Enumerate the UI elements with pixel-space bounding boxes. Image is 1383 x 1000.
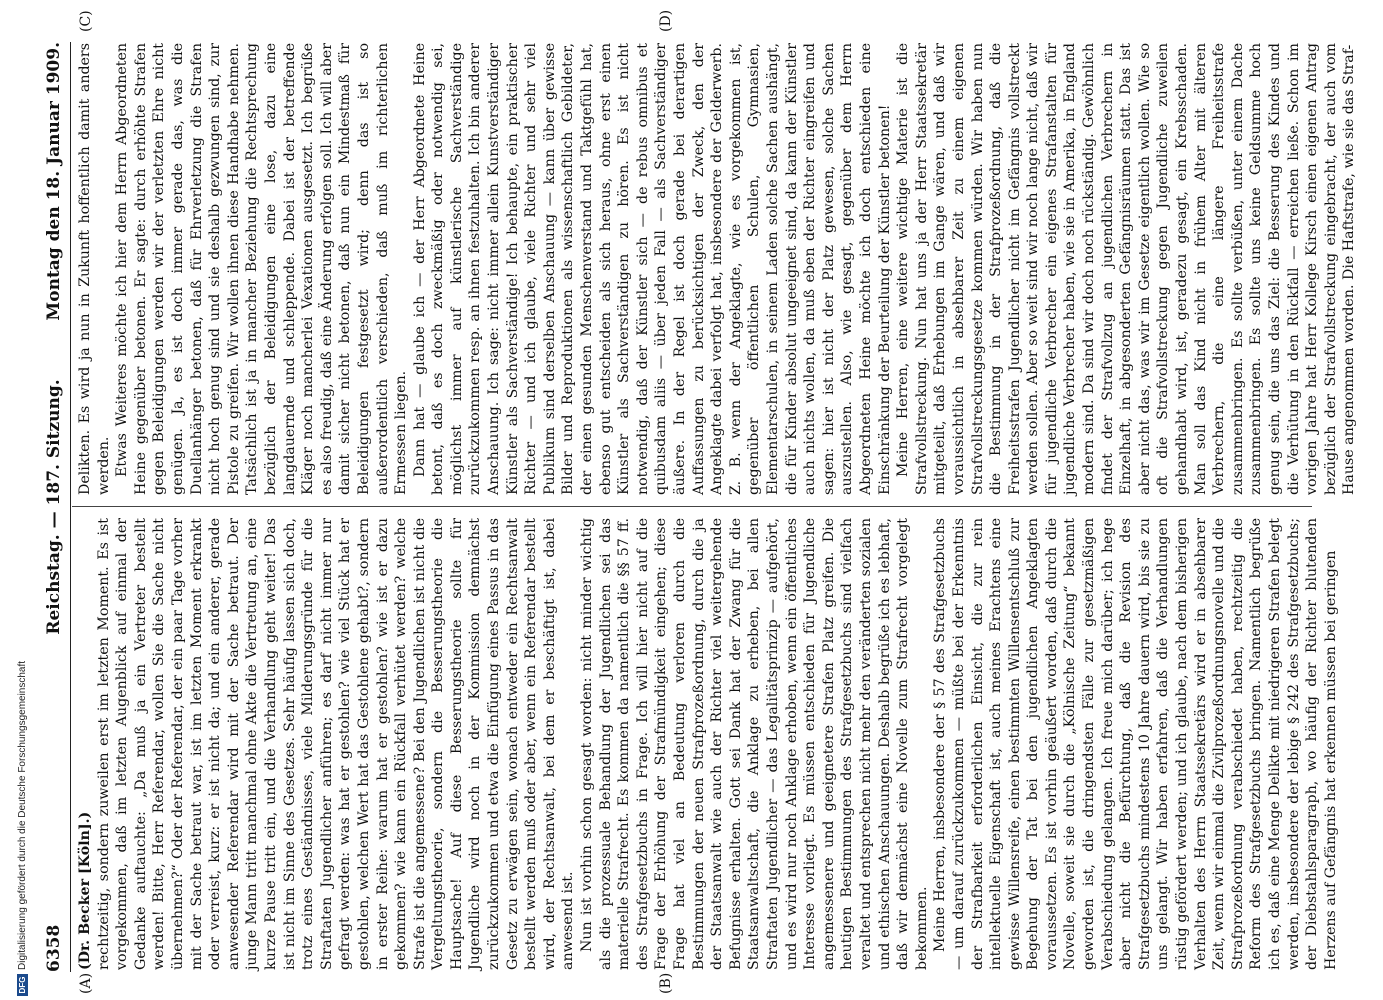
margin-marker-a: (A) [78, 972, 94, 994]
digitization-text: Digitalisierung gefördert durch die Deutsche Forschungsgemeinschaft [17, 660, 28, 970]
left-paragraph-3: Meine Herren, insbesondere der § 57 des Strafgesetzbuchs — um darauf zurückzukommen — müßte bei der Erkenntnis der Strafbarkeit erforderlichen Einsicht, die zur rein intellektuelle Eigenschaft ist, auch meines Erachtens eine gewisse Willensreife, einen bestimmten Willensentschluß zur Begehung der Tat bei den jugendlichen Angeklagten voraussetzen. Es ist vorhin geäußert worden, daß durch die Novelle, soweit sie durch die „Kölnische Zeitung“ bekannt geworden ist, die dringendsten Fälle zur gesetzmäßigen Verabschiedung gelangen. Ich freue mich darüber; ich hege aber nicht die Befürchtung, daß die Revision des Strafgesetzbuchs mindestens 10 Jahre dauern wird, bis sie zu uns gelangt. Wir haben erfahren, daß die Verhandlungen rüstig gefördert werden; und ich glaube, nach dem bisherigen Verhalten des Herrn Staatssekretärs wird er in absehbarer Zeit, wenn wir einmal die Zivilprozeßordnungsnovelle und die Strafprozeßordnung verabschiedet haben, rechtzeitig die Reform des Strafgesetzbuchs bringen. Namentlich begrüße ich es, daß eine Menge Delikte mit niedrigeren Strafen belegt werden, insbesondere der lebige § 242 des Strafgesetzbuchs; der Diebstahlsparagraph, wo häufig der Richter blutenden Herzens auf Gefängnis hat erkennen müssen bei geringen [932, 518, 1339, 970]
margin-marker-b: (B) [658, 972, 674, 994]
page-number: 6358 [44, 924, 64, 972]
left-paragraph-1: rechtzeitig, sondern zuweilen erst im letzten Moment. Es ist vorgekommen, daß im letzten Augenblick auf einmal der Gedanke auftauchte: „Da muß ja ein Vertreter bestellt werden! Bitte, Herr Referendar, wollen Sie die Sache nicht übernehmen?“ Oder der Referendar, der ein paar Tage vorher mit der Sache betraut war, ist im letzten Moment erkrankt oder verreist, kurz: er ist nicht da; und ein anderer, gerade anwesender Referendar wird mit der Sache betraut. Der junge Mann tritt manchmal ohne Akte die Vertretung an, eine kurze Pause tritt ein, und die Verhandlung geht weiter! Das ist nicht im Sinne des Gesetzes. Sehr häufig lassen sich doch, trotz eines Geständnisses, viele Milderungsgründe für die Straftaten Jugendlicher anführen; es darf nicht immer nur gefragt werden: was hat er gestohlen? wie viel Stück hat er gestohlen, welchen Wert hat das Gestohlene gehabt?, sondern in erster Reihe: warum hat er gestohlen? wie ist er dazu gekommen? wie kann ein Rückfall verhütet werden? welche Strafe ist die angemessene? Bei den Jugendlichen ist nicht die Vergeltungstheorie, sondern die Besserungstheorie die Hauptsache! Auf diese Besserungstheorie sollte für Jugendliche wird noch in der Kommission demnächst zurückzukommen und etwa die Einfügung eines Passus in das Gesetz zu erwägen sein, wonach entweder ein Rechtsanwalt bestellt werden muß oder aber, wenn ein Referendar bestellt wird, der Rechtsanwalt, bei dem er beschäftigt ist, dabei anwesend ist. [95, 518, 577, 970]
right-paragraph-2: Etwas Weiteres möchte ich hier dem Herrn Abgeordneten Heine gegenüber betonen. Er sagte: durch erhöhte Strafen gegen Beleidigungen werden wir der verletzten Ehre nicht genügen. Ja, es ist doch immer gerade das, was die Duellanhänger betonen, daß für Ehrverletzung die Strafen nicht hoch genug sind und sie deshalb gezwungen sind, zur Pistole zu greifen. Wir wollen ihnen diese Handhabe nehmen. Tatsächlich ist ja in mancher Beziehung die Rechtsprechung bezüglich der Beleidigungen eine lose, dazu eine langdauernde und schleppende. Dabei ist der betreffende Kläger noch mancherlei Vexationen ausgesetzt. Ich begrüße es also freudig, daß eine Änderung erfolgen soll. Ich will aber damit sicher nicht betonen, daß nun ein Mindestmaß für Beleidigungen festgesetzt wird; denn das ist so außerordentlich verschieden, daß muß im richterlichen Ermessen liegen. [114, 43, 410, 495]
column-divider [72, 506, 1312, 507]
header-rule [70, 42, 71, 972]
left-column [76, 518, 1339, 970]
page-header [44, 42, 68, 972]
left-paragraph-2: Nun ist vorhin schon gesagt worden: nicht minder wichtig als die prozessuale Behandlung der Jugendlichen sei das materielle Strafrecht. Es kommen da namentlich die §§ 57 ff. des Strafgesetzbuchs in Frage. Ich will hier nicht auf die Frage der Erhöhung der Strafmündigkeit eingehen; diese Frage hat viel an Bedeutung verloren durch die Bestimmungen der neuen Strafprozeßordnung, durch die ja der Staatsanwalt wie auch der Richter viel weitergehende Befugnisse erhalten. Gott sei Dank hat der Zwang für die Staatsanwaltschaft, die Anklage zu erheben, bei allen Straftaten Jugendlicher — das Legalitätsprinzip — aufgehört, und es wird nur noch Anklage erhoben, wenn ein öffentliches Interesse vorliegt. Es müssen entschieden für Jugendliche angemessenere und geeignetere Strafen Platz greifen. Die heutigen Bestimmungen des Strafgesetzbuchs sind vielfach veraltet und entsprechen nicht mehr den veränderten sozialen und ethischen Anschauungen. Deshalb begrüße ich es lebhaft, daß wir demnächst eine Novelle zum Strafrecht vorgelegt bekommen. [579, 518, 930, 970]
speaker-label: (Dr. Becker [Köln].) [77, 811, 93, 970]
margin-marker-d: (D) [658, 9, 674, 32]
session-date: Montag den 18. Januar 1909. [44, 42, 64, 321]
right-paragraph-4: Meine Herren, eine weitere wichtige Materie ist die Strafvollstreckung. Nun hat uns ja der Herr Staatssekretär mitgeteilt, daß Erhebungen im Gange wären, und daß wir voraussichtlich in absehbarer Zeit zu einem eigenen Strafvollstreckungsgesetze kommen würden. Wir haben nun die Bestimmung in der Strafprozeßordnung, daß die Freiheitsstrafen Jugendlicher nicht im Gefängnis vollstreckt werden sollen. Aber so weit sind wir noch lange nicht, daß wir für jugendliche Verbrecher ein eigenes Strafanstalten für jugendliche Verbrecher haben, wie sie in Amerika, in England modern sind. Da sind wir doch noch rückständig. Gewöhnlich findet der Strafvollzug an jugendlichen Verbrechern in Einzelhaft, in abgesonderten Gefängnisräumen statt. Das ist aber nicht das, was wir im Gesetze eigentlich wollen. Wie so oft die Strafvollstreckung gegen Jugendliche zuweilen gehandhabt wird, ist, geradezu gesagt, ein Krebsschaden. Man soll das Kind nicht in frühem Alter mit älteren Verbrechern, die eine längere Freiheitsstrafe zusammenbringen. Es sollte verbüßen, unter einem Dache zusammenbringen. Es sollte uns keine Geldsumme hoch genug sein, die uns das Ziel: die Besserung des Kindes und die Verhütung in den Rückfall — erreichen ließe. Schon im vorigen Jahre hat Herr Kollege Kirsch einen eigenen Antrag bezüglich der Strafvollstreckung eingebracht, der auch vom Hause angenommen worden. Die Haftstrafe, wie sie das Straf- [895, 43, 1358, 495]
right-paragraph-3: Dann hat — glaube ich — der Herr Abgeordnete Heine betont, daß es doch zweckmäßig oder notwendig sei, möglichst immer auf künstlerische Sachverständige zurückzukommen resp. an ihnen festzuhalten. Ich bin anderer Anschauung. Ich sage: nicht immer allein Kunstverständiger Künstler als Sachverständige! Ich behaupte, ein praktischer Richter — und ich glaube, viele Richter und sehr viel Publikum sind derselben Anschauung — kann über gewisse Bilder und Reproduktionen als wissenschaftlich Gebildeter, der einen gesunden Menschenverstand und Taktgefühl hat, ebenso gut entscheiden als sich heraus, ohne erst einen Künstler als Sachverständigen zu hören. Es ist nicht notwendig, daß der Künstler sich — de rebus omnibus et quibusdam aliis — über jeden Fall — als Sachverständiger äußere. In der Regel ist doch gerade bei derartigen Auffassungen zu berücksichtigen der Zweck, den der Angeklagte dabei verfolgt hat, insbesondere der Gelderwerb. Z. B. wenn der Angeklagte, wie es vorgekommen ist, gegenüber öffentlichen Schulen, Gymnasien, Elementarschulen, in seinem Laden solche Sachen aushängt, die für Kinder absolut ungeeignet sind, da kann der Künstler auch nichts wollen, da muß eben der Richter eingreifen und sagen: hier ist nicht der Platz gewesen, solche Sachen auszustellen. Also, wie gesagt, gegenüber dem Herrn Abgeordneten Heine möchte ich doch entschieden eine Einschränkung der Beurteilung der Künstler betonen! [411, 43, 893, 495]
right-column [76, 43, 1358, 495]
digitization-note [16, 556, 30, 996]
session-title: Reichstag. — 187. Sitzung. [44, 379, 64, 635]
dfg-logo-icon: DFG [17, 974, 28, 996]
right-paragraph-1: Delikten. Es wird ja nun in Zukunft hoffentlich damit anders werden. [77, 43, 112, 495]
margin-marker-c: (C) [78, 10, 94, 32]
